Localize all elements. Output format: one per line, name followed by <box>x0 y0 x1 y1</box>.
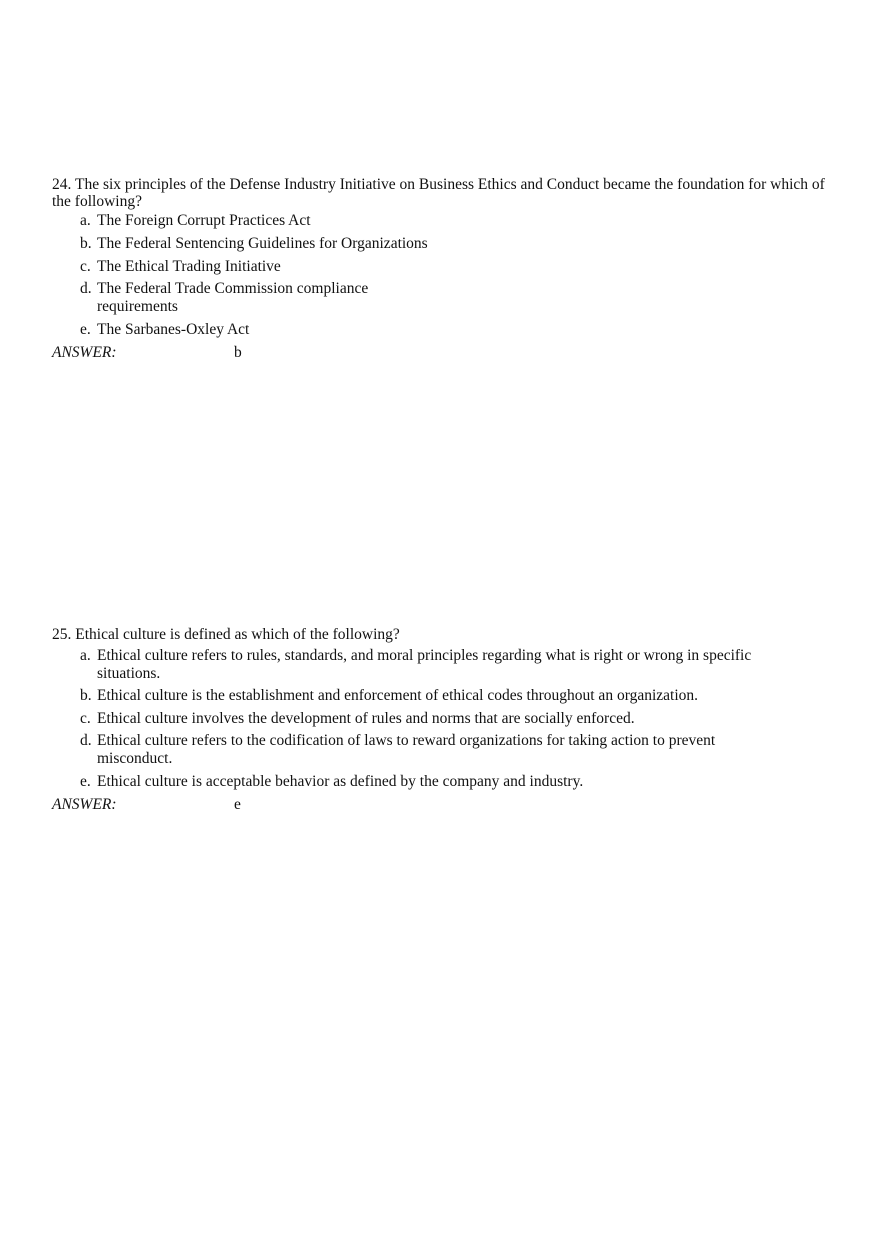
option-text: The Sarbanes-Oxley Act <box>97 321 250 338</box>
option-text: Ethical culture is acceptable behavior as defined by the company and industry. <box>97 773 584 790</box>
answer-label: ANSWER: <box>52 796 117 813</box>
option-text: Ethical culture is the establishment and enforcement of ethical codes throughout an organization. <box>97 687 699 704</box>
option-e <box>80 773 583 791</box>
option-a <box>80 647 777 683</box>
option-text: The Federal Sentencing Guidelines for Organizations <box>97 235 428 252</box>
option-letter: d. <box>80 280 92 297</box>
option-letter: e. <box>80 773 91 790</box>
option-e <box>80 321 249 339</box>
option-a <box>80 212 311 230</box>
option-text: The Federal Trade Commission compliance requirements <box>97 280 369 315</box>
option-c <box>80 258 281 276</box>
option-text: Ethical culture involves the development of rules and norms that are socially enforced. <box>97 710 635 727</box>
option-letter: b. <box>80 235 92 252</box>
option-letter: e. <box>80 321 91 338</box>
answer-label: ANSWER: <box>52 344 117 361</box>
question-stem: 24. The six principles of the Defense Industry Initiative on Business Ethics and Conduct became the foundation for which of the following? <box>52 176 825 210</box>
option-text: The Foreign Corrupt Practices Act <box>97 212 311 229</box>
option-b <box>80 687 698 705</box>
option-letter: a. <box>80 647 91 664</box>
answer-value: e <box>234 796 241 813</box>
option-letter: b. <box>80 687 92 704</box>
option-d <box>80 732 747 768</box>
question-stem: 25. Ethical culture is defined as which of the following? <box>52 626 400 643</box>
option-b <box>80 235 428 253</box>
answer-value: b <box>234 344 242 361</box>
option-letter: d. <box>80 732 92 749</box>
option-d <box>80 280 387 316</box>
option-letter: a. <box>80 212 91 229</box>
option-text: Ethical culture refers to rules, standards, and moral principles regarding what is right or wrong in specific situations. <box>97 647 752 682</box>
option-text: The Ethical Trading Initiative <box>97 258 281 275</box>
option-c <box>80 710 635 728</box>
option-letter: c. <box>80 710 91 727</box>
option-letter: c. <box>80 258 91 275</box>
option-text: Ethical culture refers to the codification of laws to reward organizations for taking action to prevent misconduct. <box>97 732 716 767</box>
